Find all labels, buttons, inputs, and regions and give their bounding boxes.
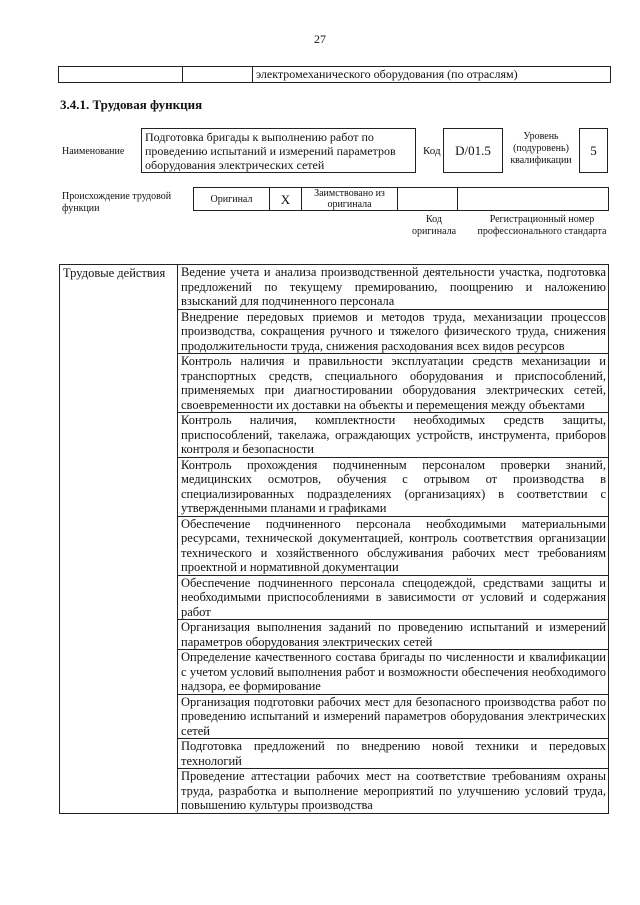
page-number: 27	[314, 32, 326, 46]
top-row-text: электромеханического оборудования (по отраслям)	[256, 67, 518, 81]
code-original-caption: Код оригинала	[411, 214, 457, 237]
labor-action-item: Подготовка предложений по внедрению новой техники и передовых технологий	[178, 739, 609, 769]
reg-number-caption: Регистрационный номер профессионального стандарта	[477, 214, 607, 237]
labor-actions-table	[59, 264, 609, 814]
labor-action-item: Контроль прохождения подчиненным персоналом проверки знаний, медицинских осмотров, обучения с отрывом от производства в специализированных подразделениях (организациях) в соответствии с утвержденными планами и графиками	[178, 457, 609, 516]
level-label: Уровень (подуровень) квалификации	[510, 131, 572, 166]
section-title: 3.4.1. Трудовая функция	[60, 97, 203, 112]
code-label: Код	[423, 145, 441, 157]
labor-action-item: Обеспечение подчиненного персонала спецодеждой, средствами защиты и необходимыми приспособлениями в зависимости от условий и содержания работ	[178, 575, 609, 620]
labor-action-item: Организация выполнения заданий по проведению испытаний и измерений параметров оборудования электрических сетей	[178, 620, 609, 650]
labor-action-item: Проведение аттестации рабочих мест на соответствие требованиям охраны труда, разработка и выполнение мероприятий по улучшению условий труда, повышению культуры производства	[178, 769, 609, 814]
origin-reg-cell	[458, 188, 608, 210]
origin-row	[193, 187, 609, 211]
labor-action-item: Обеспечение подчиненного персонала необходимыми материальными ресурсами, технической документацией, контроль соответствия организации технического и хозяйственного обслуживания рабочих мест требованиям проектной и нормативной документации	[178, 516, 609, 575]
top-row-cell-empty	[183, 67, 253, 82]
labor-action-item: Контроль наличия и правильности эксплуатации средств механизации и транспортных средств, специального оборудования и приспособлений, применяемых при диагностировании оборудования электрических сетей, своевременности их доставки на объекты и перемещения между объектами	[178, 354, 609, 413]
labor-action-item: Определение качественного состава бригады по численности и квалификации с учетом условий выполнения работ и возможности обеспечения необходимого надзора, ее формирование	[178, 650, 609, 695]
origin-label: Происхождение трудовой функции	[62, 191, 172, 214]
top-row-cell-empty	[59, 67, 183, 82]
name-label: Наименование	[62, 146, 125, 157]
labor-action-item: Контроль наличия, комплектности необходимых средств защиты, приспособлений, такелажа, ограждающих устройств, инструмента, приборов контроля и безопасности	[178, 413, 609, 458]
labor-actions-header: Трудовые действия	[60, 265, 178, 814]
labor-action-item: Внедрение передовых приемов и методов труда, механизации процессов производства, сокращения ручного и тяжелого физического труда, снижения продолжительности труда, снижения расходования всех видов ресурсов	[178, 309, 609, 354]
original-label: Оригинал	[194, 188, 270, 210]
function-code-box: D/01.5	[443, 128, 503, 173]
top-table-row	[58, 66, 611, 83]
borrowed-label: Заимствовано из оригинала	[302, 188, 398, 210]
labor-action-item: Организация подготовки рабочих мест для безопасного производства работ по проведению испытаний и измерений параметров оборудования электрических сетей	[178, 694, 609, 739]
function-name-box: Подготовка бригады к выполнению работ по проведению испытаний и измерений параметров оборудования электрических сетей	[141, 128, 416, 173]
table-row	[60, 265, 609, 310]
original-mark: X	[270, 188, 302, 210]
origin-code-cell	[398, 188, 458, 210]
function-level-box: 5	[579, 128, 608, 173]
labor-action-item: Ведение учета и анализа производственной деятельности участка, подготовка предложений по текущему премированию, поощрению и наложению взысканий для подчиненного персонала	[178, 265, 609, 310]
